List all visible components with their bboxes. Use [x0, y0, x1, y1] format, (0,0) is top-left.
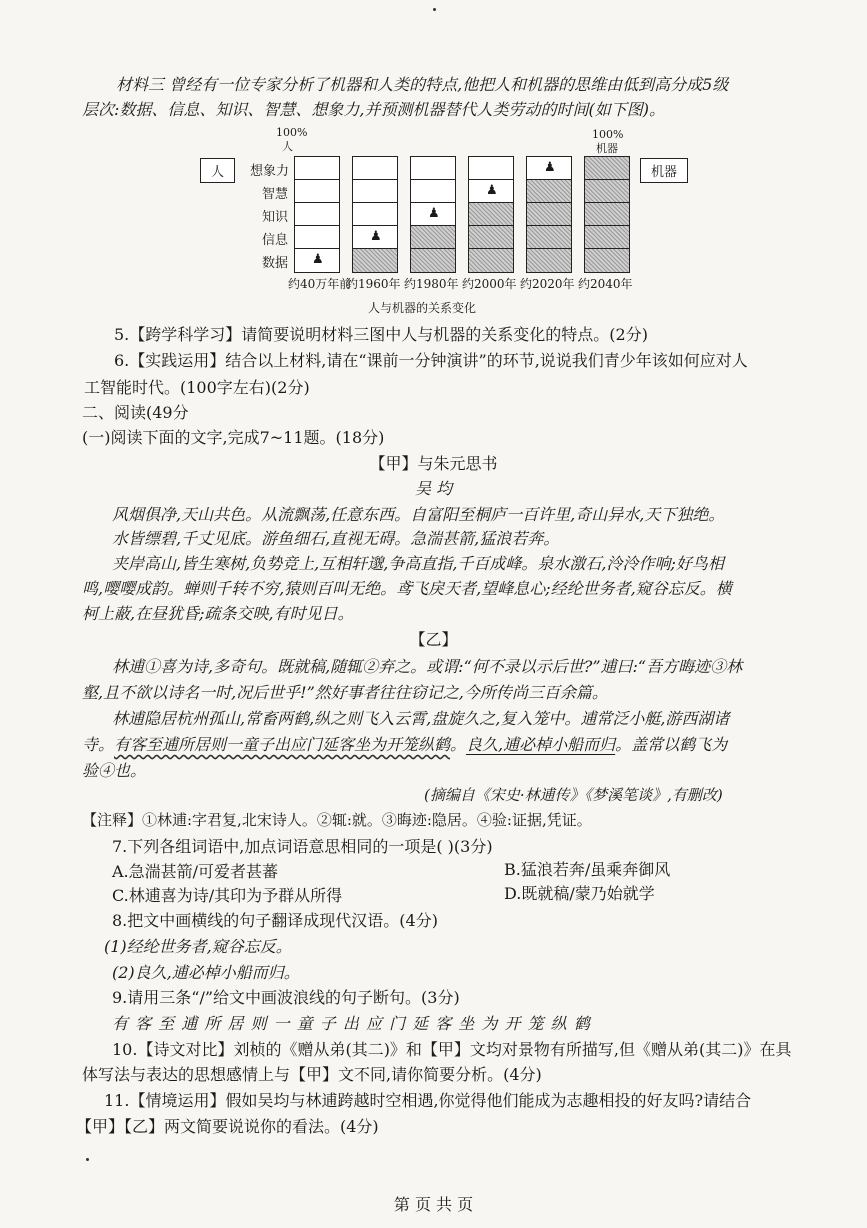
q10-line1: 10.【诗文对比】刘桢的《赠从弟(其二)》和【甲】文均对景物有所描写,但《赠从弟(其二)》在具: [112, 1040, 792, 1059]
level-label: 信息: [262, 233, 289, 248]
q8-stem: 8.把文中画横线的句子翻译成现代汉语。(4分): [112, 911, 438, 930]
yi-p1-line2: 壑,且不欲以诗名一时,况后世乎!”然好事者往往窃记之,今所传尚三百余篇。: [82, 683, 608, 702]
human-cell: [295, 203, 339, 226]
page-footer: 第 页 共 页: [393, 1195, 474, 1214]
time-column: [352, 156, 398, 273]
human-cell: [353, 180, 397, 203]
scan-speck: [433, 8, 436, 11]
time-label: 约2020年: [520, 277, 575, 291]
top-left-sub: 人: [282, 140, 293, 153]
yi-p1-line1: 林逋①喜为诗,多奇句。既就稿,随辄②弃之。或谓:“何不录以示后世?”逋曰:“吾方晦迹③林: [112, 657, 743, 676]
q9-stem: 9.请用三条“/”给文中画波浪线的句子断句。(3分): [112, 988, 460, 1007]
yi-p2-line3: 验④也。: [82, 761, 147, 780]
q11-line1: 11.【情境运用】假如吴均与林逋跨越时空相遇,你觉得他们能成为志趣相投的好友吗?请结合: [104, 1091, 752, 1110]
wavy-sentence: 有客至逋所居则一童子出应门延客坐为开笼纵鹤: [114, 735, 451, 754]
machine-cell: [411, 226, 455, 249]
time-label: 约40万年前: [288, 277, 352, 291]
machine-cell: [585, 180, 629, 203]
yi-p2-line2: [82, 736, 727, 754]
machine-cell: [585, 249, 629, 272]
human-cell: [295, 157, 339, 180]
jia-author: 吴 均: [414, 479, 453, 498]
yi-p2-mid: 。: [450, 735, 467, 754]
time-label: 约1980年: [404, 277, 459, 291]
top-left-percent: 100%: [276, 126, 308, 139]
q11-line2: 【甲】【乙】两文简要说说你的看法。(4分): [76, 1117, 379, 1136]
scan-speck: [86, 1158, 89, 1161]
top-right-sub: 机器: [596, 142, 618, 155]
yi-source: (摘编自《宋史·林逋传》《梦溪笔谈》,有删改): [424, 786, 723, 804]
machine-cell: [585, 157, 629, 180]
machine-cell: [527, 226, 571, 249]
yi-p2-post: 。盖常以鹤飞为: [615, 735, 728, 754]
q8-s1: (1)经纶世务者,窥谷忘反。: [104, 937, 292, 956]
time-label: 约2000年: [462, 277, 517, 291]
human-cell: [295, 226, 339, 249]
machine-cell: [469, 226, 513, 249]
human-cell: [295, 180, 339, 203]
section-2: 二、阅读(49分: [82, 403, 189, 422]
time-label: 约1960年: [346, 277, 401, 291]
machine-cell: [527, 249, 571, 272]
jia-p3-line2: 鸣,嘤嘤成韵。蝉则千转不穷,猿则百叫无绝。鸢飞戾天者,望峰息心;经纶世务者,窥谷忘反。横: [82, 579, 732, 598]
q7-option-d: D.既就稿/蒙乃始就学: [504, 884, 655, 903]
person-icon: ♟: [428, 206, 440, 221]
person-box: 人: [200, 158, 235, 183]
jia-title: 【甲】与朱元思书: [369, 454, 498, 473]
jia-p3-line3: 柯上蔽,在昼犹昏;疏条交映,有时见日。: [82, 604, 354, 623]
material-line-1: 材料三 曾经有一位专家分析了机器和人类的特点,他把人和机器的思维由低到高分成5级: [116, 75, 729, 94]
human-cell: [469, 157, 513, 180]
q6-line2: 工智能时代。(100字左右)(2分): [84, 378, 310, 397]
jia-p1: 风烟俱净,天山共色。从流飘荡,任意东西。自富阳至桐庐一百许里,奇山异水,天下独绝。: [112, 505, 725, 524]
q10-line2: 体写法与表达的思想感情上与【甲】文不同,请你简要分析。(4分): [82, 1065, 542, 1084]
human-cell: [353, 203, 397, 226]
jia-p2: 水皆缥碧,千丈见底。游鱼细石,直视无碍。急湍甚箭,猛浪若奔。: [112, 529, 560, 548]
human-cell: [411, 157, 455, 180]
machine-cell: [353, 249, 397, 272]
person-icon: ♟: [370, 229, 382, 244]
yi-p2-line1: 林逋隐居杭州孤山,常畜两鹤,纵之则飞入云霄,盘旋久之,复入笼中。逋常泛小艇,游西湖诸: [112, 709, 730, 728]
yi-title: 【乙】: [409, 630, 458, 649]
person-icon: ♟: [486, 183, 498, 198]
man-machine-chart: [200, 126, 720, 322]
time-column: [468, 156, 514, 273]
time-label: 约2040年: [578, 277, 633, 291]
person-icon: ♟: [544, 160, 556, 175]
q9-sentence: 有 客 至 逋 所 居 则 一 童 子 出 应 门 延 客 坐 为 开 笼 纵 鹤: [112, 1014, 591, 1033]
level-label: 智慧: [262, 187, 289, 202]
machine-cell: [585, 203, 629, 226]
time-column: [584, 156, 630, 273]
q6-line1: 6.【实践运用】结合以上材料,请在“课前一分钟演讲”的环节,说说我们青少年该如何应对人: [114, 351, 748, 370]
level-label: 知识: [262, 210, 289, 225]
yi-note: 【注释】①林逋:字君复,北宋诗人。②辄:就。③晦迹:隐居。④验:证据,凭证。: [82, 811, 592, 829]
level-label: 想象力: [250, 164, 290, 179]
level-label: 数据: [262, 256, 289, 271]
human-cell: [411, 180, 455, 203]
jia-p3-line1: 夹岸高山,皆生寒树,负势竞上,互相轩邈,争高直指,千百成峰。泉水激石,泠泠作响;好鸟相: [112, 554, 724, 573]
material-line-2: 层次:数据、信息、知识、智慧、想象力,并预测机器替代人类劳动的时间(如下图)。: [82, 100, 665, 119]
machine-box: 机器: [640, 158, 688, 183]
machine-cell: [469, 249, 513, 272]
machine-cell: [527, 180, 571, 203]
q8-s2: (2)良久,逋必棹小船而归。: [112, 963, 300, 982]
q5: 5.【跨学科学习】请简要说明材料三图中人与机器的关系变化的特点。(2分): [114, 325, 648, 344]
subsection-1: (一)阅读下面的文字,完成7~11题。(18分): [82, 428, 385, 447]
human-cell: [353, 157, 397, 180]
machine-cell: [411, 249, 455, 272]
q7-stem: 7.下列各组词语中,加点词语意思相同的一项是( )(3分): [112, 837, 493, 856]
chart-title: 人与机器的关系变化: [368, 301, 477, 315]
q7-option-b: B.猛浪若奔/虽乘奔御风: [504, 860, 671, 879]
person-icon: ♟: [312, 252, 324, 267]
machine-cell: [585, 226, 629, 249]
underlined-sentence: 良久,逋必棹小船而归: [466, 735, 616, 754]
top-right-percent: 100%: [592, 128, 624, 141]
q7-option-c: C.林逋喜为诗/其印为予群从所得: [112, 886, 343, 905]
q7-option-a: A.急湍甚箭/可爱者甚蕃: [112, 862, 279, 881]
machine-cell: [469, 203, 513, 226]
yi-p2-pre: 寺。: [82, 735, 115, 754]
machine-cell: [527, 203, 571, 226]
